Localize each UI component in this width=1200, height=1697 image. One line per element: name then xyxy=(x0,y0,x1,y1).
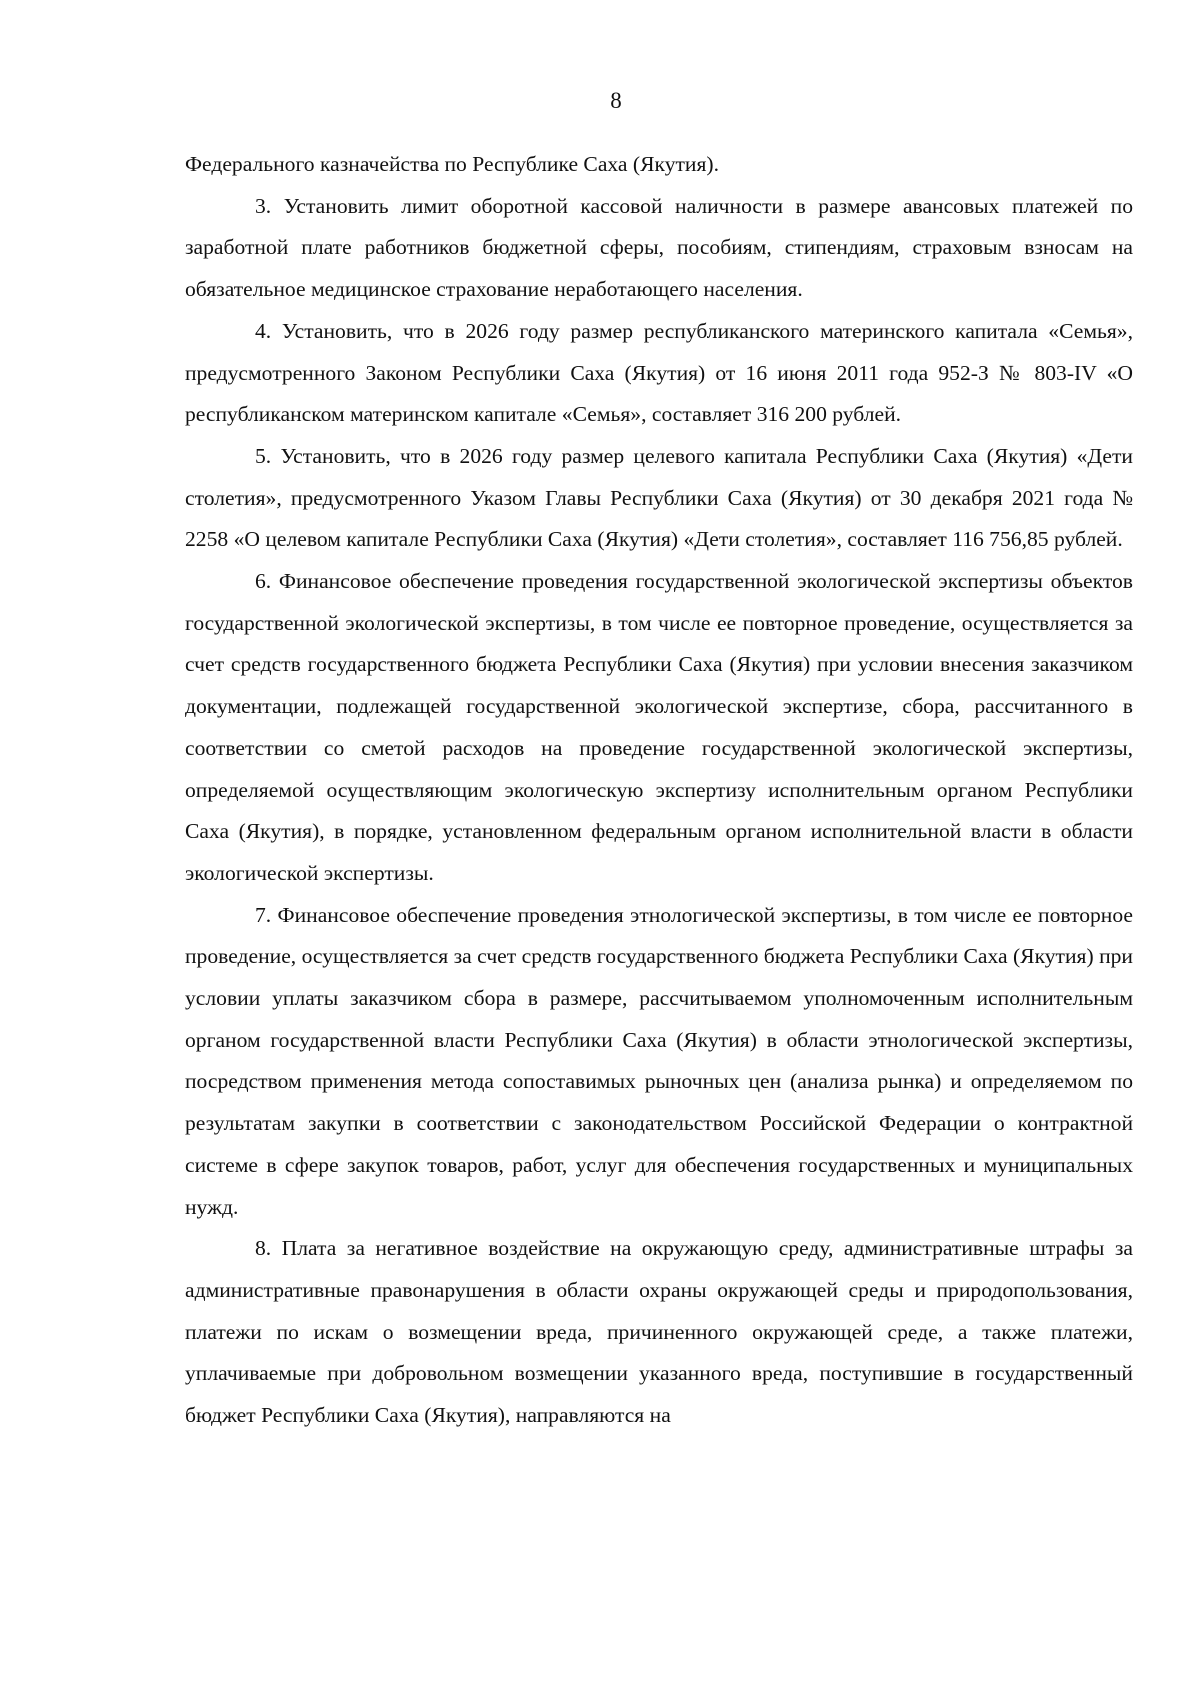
paragraph-item-6: 6. Финансовое обеспечение проведения государственной экологической экспертизы объектов государственной экологической экспертизы, в том числе ее повторное проведение, осуществляется за счет средств государственного бюджета Республики Саха (Якутия) при условии внесения заказчиком документации, подлежащей государственной экологической экспертизе, сбора, рассчитанного в соответствии со сметой расходов на проведение государственной экологической экспертизы, определяемой осуществляющим экологическую экспертизу исполнительным органом Республики Саха (Якутия), в порядке, установленном федеральным органом исполнительной власти в области экологической экспертизы. xyxy=(185,569,1133,885)
paragraph-item-7: 7. Финансовое обеспечение проведения этнологической экспертизы, в том числе ее повторное проведение, осуществляется за счет средств государственного бюджета Республики Саха (Якутия) при условии уплаты заказчиком сбора в размере, рассчитываемом уполномоченным исполнительным органом государственной власти Республики Саха (Якутия) в области этнологической экспертизы, посредством применения метода сопоставимых рыночных цен (анализа рынка) и определяемом по результатам закупки в соответствии с законодательством Российской Федерации о контрактной системе в сфере закупок товаров, работ, услуг для обеспечения государственных и муниципальных нужд. xyxy=(185,902,1133,1219)
paragraph-item-3: 3. Установить лимит оборотной кассовой наличности в размере авансовых платежей по заработной плате работников бюджетной сферы, пособиям, стипендиям, страховым взносам на обязательное медицинское страхование неработающего населения. xyxy=(185,193,1133,302)
paragraph-continuation: Федерального казначейства по Республике Саха (Якутия). xyxy=(185,152,720,176)
paragraph-item-5: 5. Установить, что в 2026 году размер целевого капитала Республики Саха (Якутия) «Дети столетия», предусмотренного Указом Главы Республики Саха (Якутия) от 30 декабря 2021 года № 2258 «О целевом капитале Республики Саха (Якутия) «Дети столетия», составляет 116 756,85 рублей. xyxy=(185,443,1133,552)
page-number: 8 xyxy=(610,88,622,113)
paragraph-item-8: 8. Плата за негативное воздействие на окружающую среду, административные штрафы за административные правонарушения в области охраны окружающей среды и природопользования, платежи по искам о возмещении вреда, причиненного окружающей среде, а также платежи, уплачиваемые при добровольном возмещении указанного вреда, поступившие в государственный бюджет Республики Саха (Якутия), направляются на xyxy=(185,1236,1133,1428)
document-body xyxy=(185,144,1133,1437)
paragraph-item-4: 4. Установить, что в 2026 году размер республиканского материнского капитала «Семья», предусмотренного Законом Республики Саха (Якутия) от 16 июня 2011 года 952-З № 803-IV «О республиканском материнском капитале «Семья», составляет 316 200 рублей. xyxy=(185,318,1133,427)
